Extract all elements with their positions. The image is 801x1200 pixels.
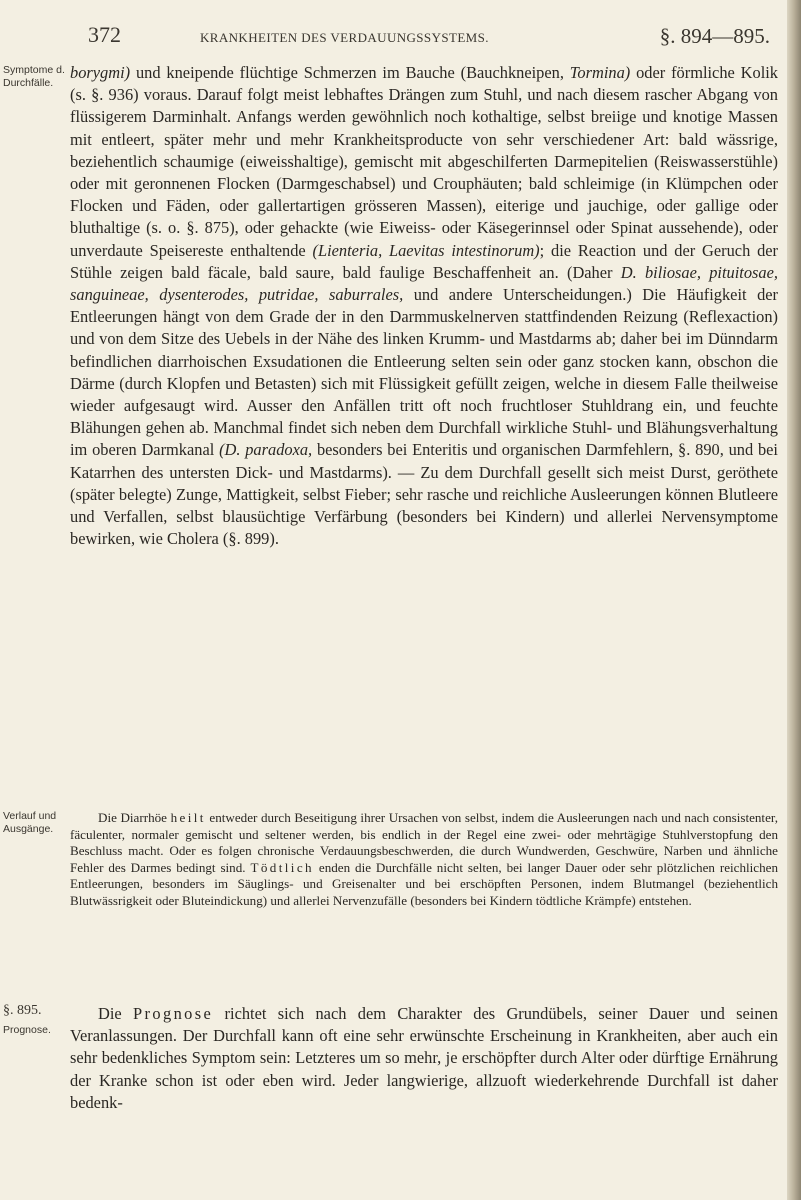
text-run: Die [98,1004,133,1023]
text-run: besonders bei Enteritis und organischen Darmfehlern, §. 890, und bei Katarrhen des untersten Dick- und Mastdarms). — Zu dem Durchfall gesellt sich meist Durst, geröthete (später belegte) Zunge, Mattigkeit, selbst Fieber; sehr rasche und reichliche Ausleerungen können Blutleere und Verfallen, selbst blausüchtige Verfärbung (besonders bei Kindern) und allerlei Nervensymptome bewirken, wie Cholera (§. 899). [70,440,778,549]
main-paragraph [70,62,778,550]
text-run: Die Diarrhöe [98,810,171,825]
margin-note-verlauf: Verlauf und Ausgänge. [3,810,57,835]
term-tormina: Tormina) [569,63,631,82]
prognose-paragraph [70,1003,778,1114]
text-run: oder förmliche Kolik (s. §. 936) voraus. Darauf folgt meist lebhaftes Drängen zum Stuhl, und nach diesem rascher Abgang von flüssigerem Darminhalt. Anfangs werden gewöhnlich noch kothaltige, selbst breiige und knotige Massen mit entleert, später mehr und mehr Krankheitsproducte von sehr verschiedener Art: bald wässrige, beziehentlich schaumige (eiweisshaltige), gemischt mit abgeschilferten Darmepitelien (Reiswasserstühle) oder mit geronnenen Flocken (Darmgeschabsel) und Crouphäuten; bald schleimige (in Klümpchen oder Flocken und Fäden, oder gallertartigen grösseren Massen), eiterige und jauchige, oder gallige oder bluthaltige (s. o. §. 875), oder gehackte (wie Eiweiss- oder Käsegerinnsel oder Spinat aussehende), oder unverdaute Speisereste enthaltende [70,63,779,260]
page-edge-shadow [787,0,801,1200]
section-range: §. 894—895. [659,24,770,48]
text-run: und andere Unterscheidungen.) Die Häufigkeit der Entleerungen hängt von dem Grade der in den Darmmuskelnerven stattfindenden Reizung (Reflexaction) und von dem Sitze des Uebels in der Nähe des linken Krumm- und Mastdarms ab; daher bei im Dünndarm befindlichen diarrhoischen Exsudationen die Entleerung selten sein oder ganz stocken kann, obschon die Därme (durch Klopfen und Betasten) sich mit Flüssigkeit gefüllt zeigen, welche in diesem Falle theilweise wieder aufgesaugt wird. Ausser den Anfällen tritt oft noch fruchtloser Stuhldrang ein, und feuchte Blähungen gehen ab. Manchmal findet sich neben dem Durchfall wirkliche Stuhl- und Blähungsverhaltung im oberen Darmkanal [70,285,778,460]
term-paradoxa: (D. paradoxa, [219,440,313,460]
term-prognose: Prognose [133,1004,214,1023]
margin-note-symptome: Symptome d. Durchfälle. [3,64,65,89]
text-run: entweder durch Beseitigung ihrer Ursachen von selbst, indem die Ausleerungen nach und nach consistenter, fäculenter, normaler gemischt und seltener werden, bis endlich in der Regel eine zwei- oder mehrtägige Stuhlverstopfung den Beschluss macht. Oder es folgen chronische Verdauungsbeschwerden, die durch Wundwerden, Geschwüre, Narben und ähnliche Fehler des Darmes bedingt sind. [70,810,778,875]
page-header [88,22,778,56]
running-title: KRANKHEITEN DES VERDAUUNGSSYSTEMS. [200,30,489,45]
text-run: richtet sich nach dem Charakter des Grundübels, seiner Dauer und seinen Veranlassungen. Der Durchfall kann oft eine sehr erwünschte Erscheinung in Krankheiten, aber auch ein sehr bedenkliches Symptom sein: Letzteres um so mehr, je erschöpfter durch Alter oder dürftige Ernährung der Kranke schon ist oder eben wird. Jeder langwierige, allzuoft wiederkehrende Durchfall ist daher bedenk- [70,1004,778,1112]
margin-note-section: §. 895. [3,1003,42,1018]
term-toedtlich: Tödtlich [250,859,315,875]
term-varieties: D. biliosae, pituitosae, sanguineae, dysenterodes, putridae, saburrales, [70,262,778,305]
term-borygmi: borygmi) [70,63,131,82]
text-run: ; die Reaction und der Geruch der Stühle zeigen bald fäcale, bald saure, bald faulige Beschaffenheit an. (Daher [70,240,778,282]
page-number: 372 [88,22,121,47]
term-heilt: heilt [170,810,206,825]
verlauf-paragraph [70,810,778,909]
margin-note-prognose: Prognose. [3,1024,51,1036]
term-lienteria: (Lienteria, Laevitas intestinorum) [312,240,540,260]
text-run: und kneipende flüchtige Schmerzen im Bauche (Bauchkneipen, [130,63,570,82]
text-run: enden die Durchfälle nicht selten, bei langer Dauer oder sehr plötzlichen reichlichen Entleerungen, besonders im Säuglings- und Greisenalter und bei erschöpften Personen, indem Blutmangel (beziehentlich Blutwässrigkeit oder Bluteindickung) und allerlei Nervenzufälle (besonders bei Kindern tödtliche Krämpfe) entstehen. [70,859,778,908]
